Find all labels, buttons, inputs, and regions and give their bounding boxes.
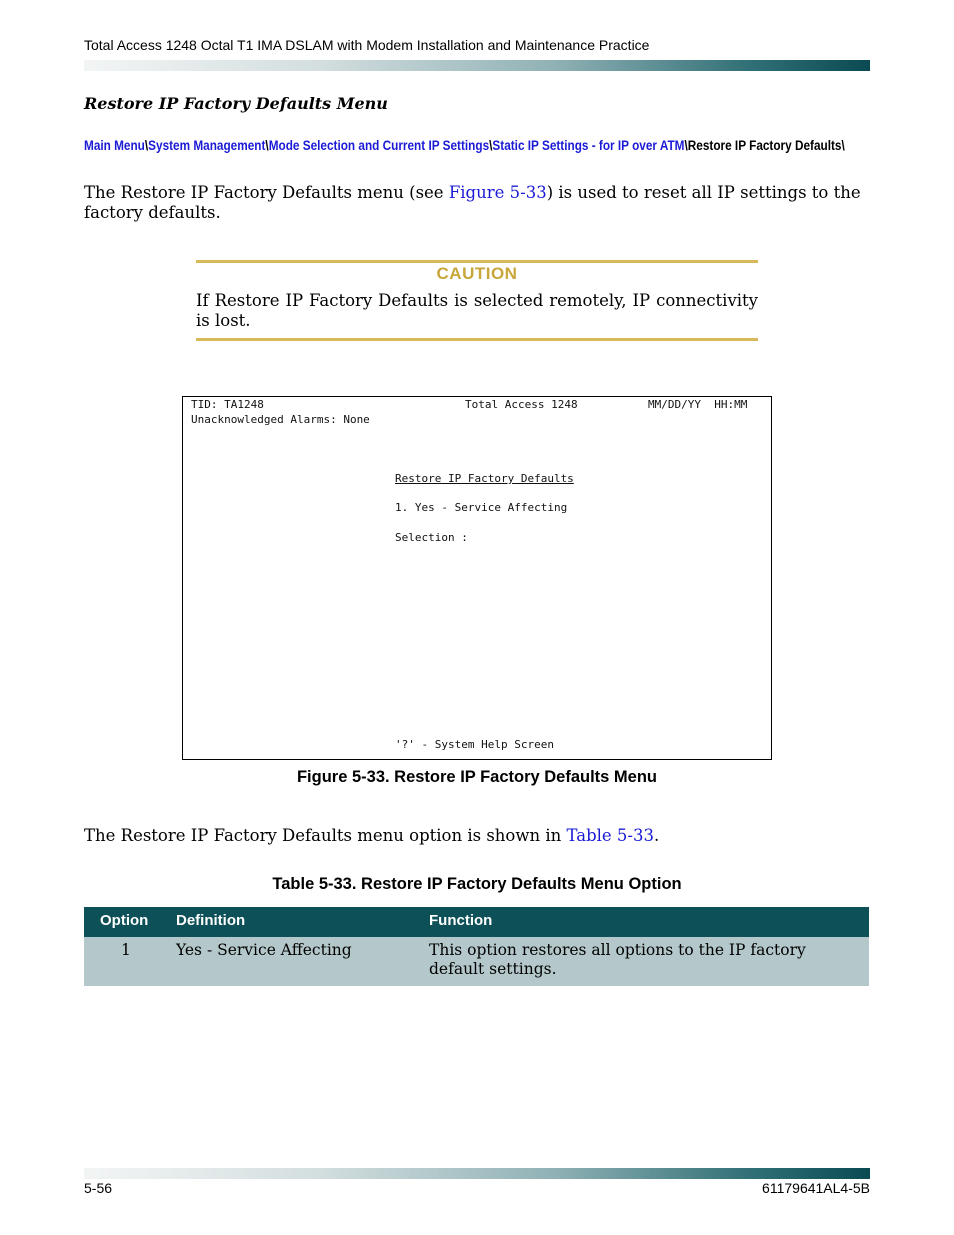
figure-link[interactable]: Figure 5-33 bbox=[448, 183, 547, 202]
table-cell-definition: Yes - Service Affecting bbox=[176, 941, 352, 959]
terminal-system-name: Total Access 1248 bbox=[465, 398, 578, 411]
terminal-tid: TID: TA1248 bbox=[191, 398, 264, 411]
table-cell-option: 1 bbox=[121, 941, 131, 959]
page-number: 5-56 bbox=[84, 1180, 113, 1196]
header-rule bbox=[84, 60, 870, 71]
breadcrumb-link-system-management[interactable]: System Management bbox=[148, 138, 266, 153]
breadcrumb-current: Restore IP Factory Defaults\ bbox=[687, 138, 845, 153]
caution-text: If Restore IP Factory Defaults is selected remotely, IP connectivity is lost. bbox=[196, 291, 758, 330]
terminal-datetime: MM/DD/YY HH:MM bbox=[648, 398, 748, 411]
terminal-selection-prompt[interactable]: Selection : bbox=[395, 531, 468, 544]
terminal-alarms: Unacknowledged Alarms: None bbox=[191, 413, 370, 426]
section-title: Restore IP Factory Defaults Menu bbox=[84, 94, 388, 113]
table-row bbox=[84, 937, 869, 986]
table-header-option: Option bbox=[100, 912, 149, 929]
terminal-menu-title: Restore IP Factory Defaults bbox=[395, 472, 574, 485]
running-header: Total Access 1248 Octal T1 IMA DSLAM with Modem Installation and Maintenance Practice bbox=[84, 37, 650, 53]
table-link[interactable]: Table 5-33 bbox=[566, 826, 654, 845]
caution-title: CAUTION bbox=[436, 264, 518, 283]
breadcrumb-link-main-menu[interactable]: Main Menu bbox=[84, 138, 145, 153]
terminal-help-hint: '?' - System Help Screen bbox=[395, 738, 554, 751]
breadcrumb: Main Menu\System Management\Mode Selection and Current IP Settings\Static IP Settings - for IP over ATM\Restore IP Factory Defaults\ bbox=[84, 138, 845, 153]
breadcrumb-link-mode-selection[interactable]: Mode Selection and Current IP Settings bbox=[268, 138, 490, 153]
figure-caption: Figure 5-33. Restore IP Factory Defaults Menu bbox=[296, 768, 658, 786]
options-intro-paragraph: The Restore IP Factory Defaults menu option is shown in Table 5-33. bbox=[84, 826, 660, 845]
terminal-screen bbox=[182, 396, 772, 760]
terminal-option-1[interactable]: 1. Yes - Service Affecting bbox=[395, 501, 568, 514]
table-header-definition: Definition bbox=[176, 912, 246, 929]
table-header-function: Function bbox=[429, 912, 493, 929]
caution-bottom-rule bbox=[196, 338, 758, 341]
document-number: 61179641AL4-5B bbox=[762, 1180, 870, 1196]
table-header-row bbox=[84, 907, 869, 937]
caution-top-rule bbox=[196, 260, 758, 263]
breadcrumb-link-static-ip-settings[interactable]: Static IP Settings - for IP over ATM bbox=[492, 138, 685, 153]
table-caption: Table 5-33. Restore IP Factory Defaults Menu Option bbox=[272, 875, 682, 893]
footer-rule bbox=[84, 1168, 870, 1179]
table-cell-function: This option restores all options to the IP factory default settings. bbox=[429, 941, 806, 978]
intro-paragraph: The Restore IP Factory Defaults menu (see Figure 5-33) is used to reset all IP settings to the factory defaults. bbox=[84, 183, 861, 222]
